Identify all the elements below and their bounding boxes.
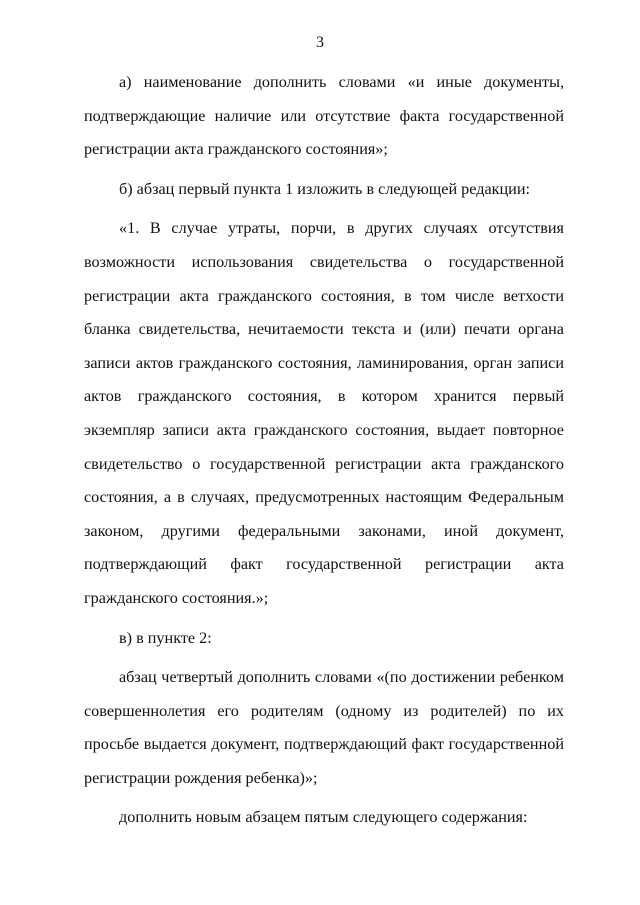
paragraph-b: б) абзац первый пункта 1 изложить в следующей редакции: bbox=[119, 179, 530, 198]
document-body bbox=[84, 66, 564, 841]
paragraph-a: а) наименование дополнить словами «и иные документы, подтверждающие наличие или отсутствие факта государственной регистрации акта гражданского состояния»; bbox=[84, 73, 564, 159]
paragraph-abzac-4: абзац четвертый дополнить словами «(по достижении ребенком совершеннолетия его родителям (одному из родителей) по их просьбе выдается документ, подтверждающий факт государственной регистрации рождения ребенка)»; bbox=[84, 668, 564, 787]
paragraph-abzac-5: дополнить новым абзацем пятым следующего содержания: bbox=[119, 808, 528, 827]
paragraph-v: в) в пункте 2: bbox=[119, 628, 212, 647]
page-number: 3 bbox=[316, 34, 324, 51]
paragraph-quote-1: «1. В случае утраты, порчи, в других случаях отсутствия возможности использования свидетельства о государственной регистрации акта гражданского состояния, в том числе ветхости бланка свидетельства, нечитаемости текста и (или) печати органа записи актов гражданского состояния, ламинирования, орган записи актов гражданского состояния, в котором хранится первый экземпляр записи акта гражданского состояния, выдает повторное свидетельство о государственной регистрации акта гражданского состояния, а в случаях, предусмотренных настоящим Федеральным законом, другими федеральными законами, иной документ, подтверждающий факт государственной регистрации акта гражданского состояния.»; bbox=[84, 219, 564, 607]
